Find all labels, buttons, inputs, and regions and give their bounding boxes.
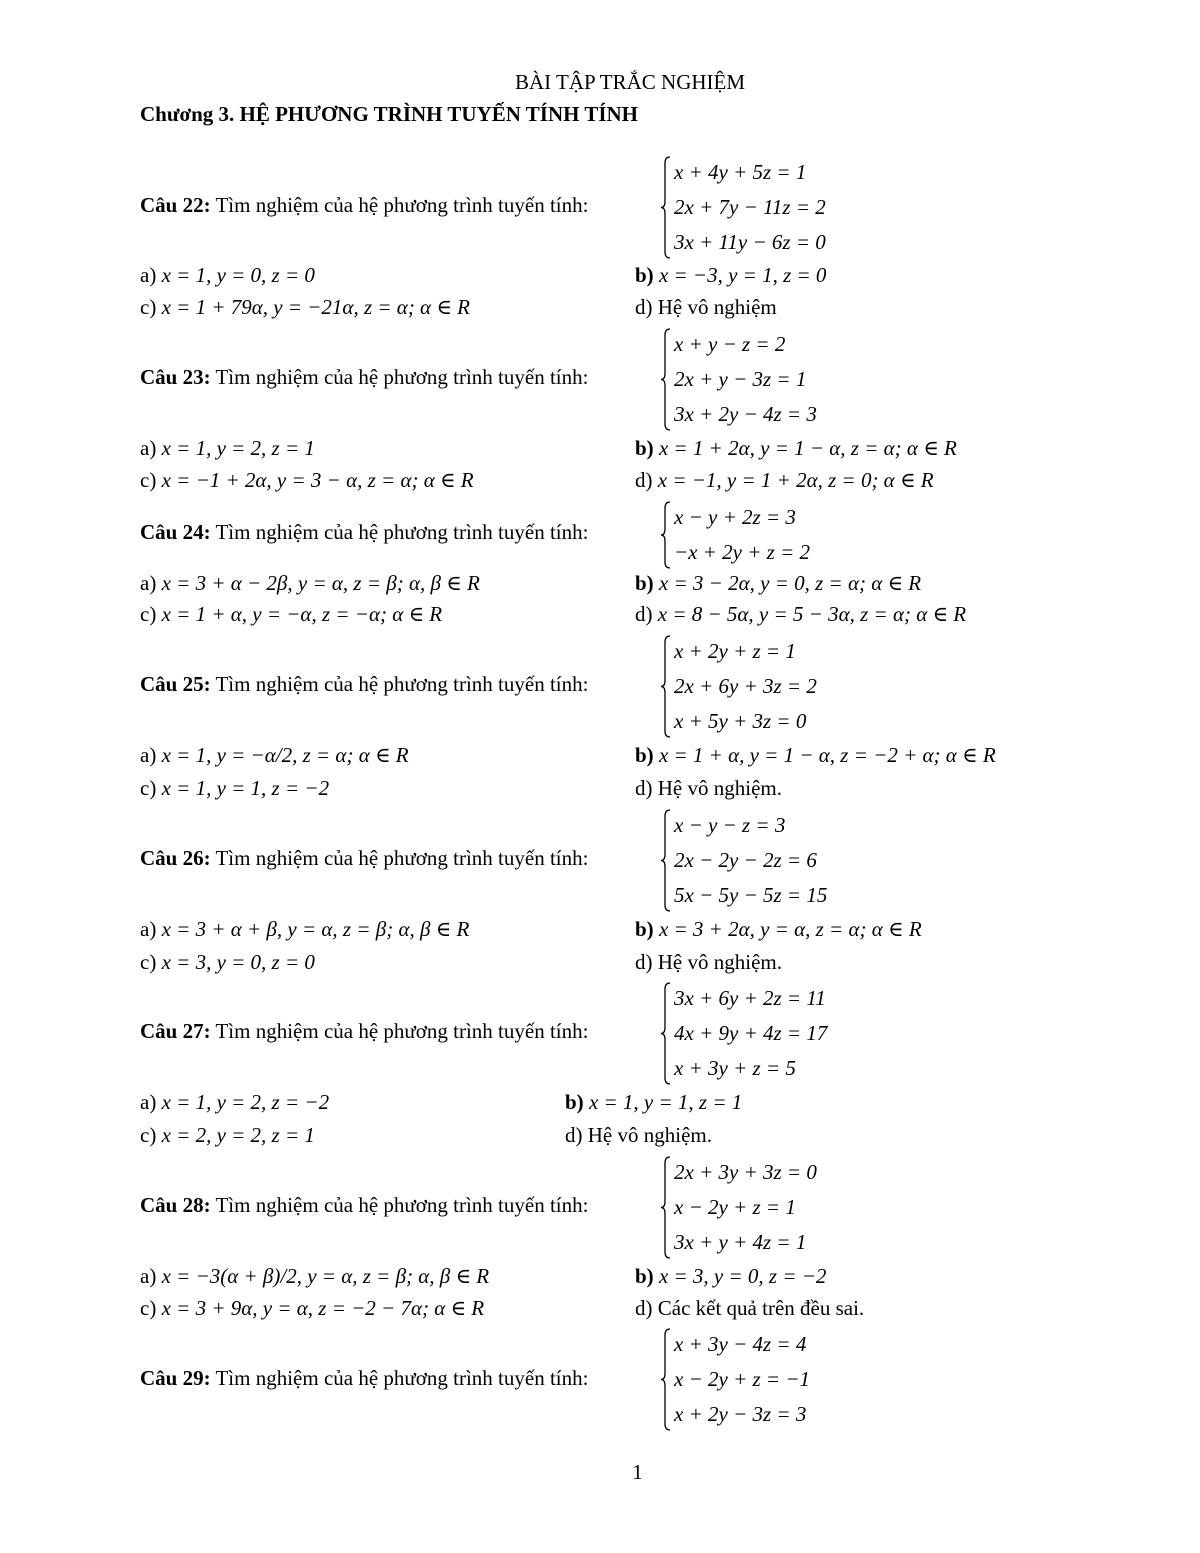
equation-line: 2x + 6y + 3z = 2	[674, 674, 817, 698]
answer-option[interactable]	[140, 776, 329, 801]
answer-option[interactable]	[140, 1264, 489, 1289]
option-label: a)	[140, 743, 162, 767]
answer-option[interactable]	[635, 436, 957, 461]
question-stem	[140, 1019, 588, 1044]
option-label: b)	[635, 436, 659, 460]
option-text: Hệ vô nghiệm.	[657, 776, 782, 800]
option-text: x = 1, y = 0, z = 0	[161, 263, 315, 287]
question-text: Tìm nghiệm của hệ phương trình tuyến tính:	[210, 846, 589, 870]
answer-option[interactable]	[140, 571, 480, 596]
option-text: x = 3, y = 0, z = −2	[658, 1264, 827, 1288]
option-label: d)	[635, 1296, 658, 1320]
equation-line: x − 2y + z = −1	[674, 1367, 810, 1391]
option-text: x = −1 + 2α, y = 3 − α, z = α; α ∈ R	[161, 468, 474, 492]
answer-option[interactable]	[140, 1090, 329, 1115]
option-text: x = −3(α + β)/2, y = α, z = β; α, β ∈ R	[161, 1264, 490, 1288]
question-label: Câu 27:	[140, 1019, 211, 1043]
option-text: Hệ vô nghiệm.	[587, 1123, 712, 1147]
option-label: d)	[635, 468, 658, 492]
equation-line: x − y − z = 3	[674, 813, 786, 837]
left-brace-icon	[660, 981, 672, 1086]
answer-option[interactable]	[140, 1296, 484, 1321]
option-label: b)	[635, 917, 659, 941]
left-brace-icon	[660, 634, 672, 739]
option-label: d)	[635, 602, 658, 626]
equation-line: x + 3y − 4z = 4	[674, 1332, 807, 1356]
answer-option[interactable]	[635, 571, 921, 596]
equation-line: x + y − z = 2	[674, 332, 786, 356]
equation-line: 2x + y − 3z = 1	[674, 367, 807, 391]
answer-option[interactable]	[635, 1296, 864, 1321]
option-text: x = −3, y = 1, z = 0	[658, 263, 827, 287]
answer-option[interactable]	[140, 1123, 315, 1148]
equation-line: x − y + 2z = 3	[674, 505, 796, 529]
option-label: b)	[635, 1264, 659, 1288]
equation-line: 3x + 6y + 2z = 11	[674, 986, 826, 1010]
answer-option[interactable]	[140, 917, 469, 942]
option-label: d)	[635, 776, 658, 800]
page-title: BÀI TẬP TRẮC NGHIỆM	[514, 70, 746, 94]
option-text: Các kết quả trên đều sai.	[657, 1296, 865, 1320]
option-text: x = 2, y = 2, z = 1	[161, 1123, 315, 1147]
option-text: x = 3 + 2α, y = α, z = α; α ∈ R	[658, 917, 922, 941]
left-brace-icon	[660, 1327, 672, 1432]
left-brace-icon	[660, 500, 672, 570]
answer-option[interactable]	[140, 950, 315, 975]
equation-line: x − 2y + z = 1	[674, 1195, 796, 1219]
answer-option[interactable]	[140, 602, 442, 627]
answer-option[interactable]	[635, 950, 782, 975]
option-text: x = 1 + α, y = 1 − α, z = −2 + α; α ∈ R	[658, 743, 996, 767]
option-text: x = 3, y = 0, z = 0	[161, 950, 315, 974]
option-label: a)	[140, 263, 162, 287]
question-text: Tìm nghiệm của hệ phương trình tuyến tính:	[210, 1366, 589, 1390]
equation-line: x + 4y + 5z = 1	[674, 160, 807, 184]
left-brace-icon	[660, 808, 672, 913]
answer-option[interactable]	[140, 743, 409, 768]
question-text: Tìm nghiệm của hệ phương trình tuyến tính:	[210, 672, 589, 696]
answer-option[interactable]	[635, 602, 966, 627]
question-label: Câu 23:	[140, 365, 211, 389]
answer-option[interactable]	[140, 263, 315, 288]
question-label: Câu 24:	[140, 520, 211, 544]
option-label: b)	[635, 571, 659, 595]
option-text: Hệ vô nghiệm	[657, 295, 777, 319]
option-text: x = 1, y = 2, z = 1	[161, 436, 315, 460]
option-label: d)	[635, 295, 658, 319]
question-text: Tìm nghiệm của hệ phương trình tuyến tính:	[210, 1019, 589, 1043]
question-text: Tìm nghiệm của hệ phương trình tuyến tính:	[210, 520, 589, 544]
equation-line: x + 2y − 3z = 3	[674, 1402, 807, 1426]
page-number: 1	[632, 1460, 643, 1484]
question-text: Tìm nghiệm của hệ phương trình tuyến tính:	[210, 193, 589, 217]
question-label: Câu 22:	[140, 193, 211, 217]
answer-option[interactable]	[140, 436, 315, 461]
option-label: c)	[140, 295, 162, 319]
left-brace-icon	[660, 327, 672, 432]
question-stem	[140, 365, 588, 390]
answer-option[interactable]	[635, 917, 922, 942]
question-stem	[140, 672, 588, 697]
option-label: a)	[140, 1264, 162, 1288]
option-label: c)	[140, 1123, 162, 1147]
equation-line: 4x + 9y + 4z = 17	[674, 1021, 828, 1045]
option-label: a)	[140, 917, 162, 941]
question-label: Câu 28:	[140, 1193, 211, 1217]
answer-option[interactable]	[635, 295, 777, 320]
left-brace-icon	[660, 1155, 672, 1260]
question-label: Câu 29:	[140, 1366, 211, 1390]
equation-line: 3x + 2y − 4z = 3	[674, 402, 817, 426]
option-label: a)	[140, 1090, 162, 1114]
answer-option[interactable]	[635, 1264, 826, 1289]
answer-option[interactable]	[635, 263, 826, 288]
option-text: x = 1 + 2α, y = 1 − α, z = α; α ∈ R	[658, 436, 957, 460]
equation-line: x + 5y + 3z = 0	[674, 709, 807, 733]
question-stem	[140, 1193, 588, 1218]
option-label: c)	[140, 468, 162, 492]
left-brace-icon	[660, 155, 672, 260]
question-stem	[140, 1366, 588, 1391]
question-label: Câu 26:	[140, 846, 211, 870]
option-text: x = 1 + 79α, y = −21α, z = α; α ∈ R	[161, 295, 470, 319]
answer-option[interactable]	[565, 1123, 712, 1148]
option-text: x = 3 + α + β, y = α, z = β; α, β ∈ R	[161, 917, 470, 941]
question-text: Tìm nghiệm của hệ phương trình tuyến tính:	[210, 1193, 589, 1217]
question-label: Câu 25:	[140, 672, 211, 696]
option-label: b)	[635, 743, 659, 767]
equation-line: 2x + 3y + 3z = 0	[674, 1160, 817, 1184]
equation-line: 3x + y + 4z = 1	[674, 1230, 807, 1254]
equation-line: 3x + 11y − 6z = 0	[674, 230, 826, 254]
option-text: x = 1 + α, y = −α, z = −α; α ∈ R	[161, 602, 443, 626]
answer-option[interactable]	[635, 776, 782, 801]
question-stem	[140, 520, 588, 545]
option-label: a)	[140, 436, 162, 460]
answer-option[interactable]	[635, 468, 934, 493]
equation-line: x + 3y + z = 5	[674, 1056, 796, 1080]
option-text: x = 8 − 5α, y = 5 − 3α, z = α; α ∈ R	[657, 602, 967, 626]
option-label: a)	[140, 571, 162, 595]
option-label: b)	[635, 263, 659, 287]
option-text: Hệ vô nghiệm.	[657, 950, 782, 974]
option-text: x = 1, y = 1, z = 1	[588, 1090, 743, 1114]
chapter-heading: Chương 3. HỆ PHƯƠNG TRÌNH TUYẾN TÍNH TÍNH	[140, 102, 639, 126]
option-text: x = 1, y = −α/2, z = α; α ∈ R	[161, 743, 409, 767]
option-label: d)	[565, 1123, 588, 1147]
answer-option[interactable]	[140, 295, 470, 320]
option-label: c)	[140, 950, 162, 974]
question-stem	[140, 193, 588, 218]
answer-option[interactable]	[140, 468, 474, 493]
option-text: x = 3 − 2α, y = 0, z = α; α ∈ R	[658, 571, 922, 595]
equation-line: 2x + 7y − 11z = 2	[674, 195, 826, 219]
equation-line: 2x − 2y − 2z = 6	[674, 848, 817, 872]
option-text: x = 1, y = 2, z = −2	[161, 1090, 330, 1114]
question-stem	[140, 846, 588, 871]
option-label: c)	[140, 602, 162, 626]
answer-option[interactable]	[635, 743, 996, 768]
option-text: x = −1, y = 1 + 2α, z = 0; α ∈ R	[657, 468, 934, 492]
equation-line: 5x − 5y − 5z = 15	[674, 883, 828, 907]
equation-line: x + 2y + z = 1	[674, 639, 796, 663]
equation-line: −x + 2y + z = 2	[674, 540, 810, 564]
option-label: b)	[565, 1090, 589, 1114]
option-label: d)	[635, 950, 658, 974]
answer-option[interactable]	[565, 1090, 742, 1115]
option-text: x = 3 + 9α, y = α, z = −2 − 7α; α ∈ R	[161, 1296, 485, 1320]
question-text: Tìm nghiệm của hệ phương trình tuyến tính:	[210, 365, 589, 389]
option-text: x = 3 + α − 2β, y = α, z = β; α, β ∈ R	[161, 571, 480, 595]
option-text: x = 1, y = 1, z = −2	[161, 776, 330, 800]
option-label: c)	[140, 776, 162, 800]
option-label: c)	[140, 1296, 162, 1320]
